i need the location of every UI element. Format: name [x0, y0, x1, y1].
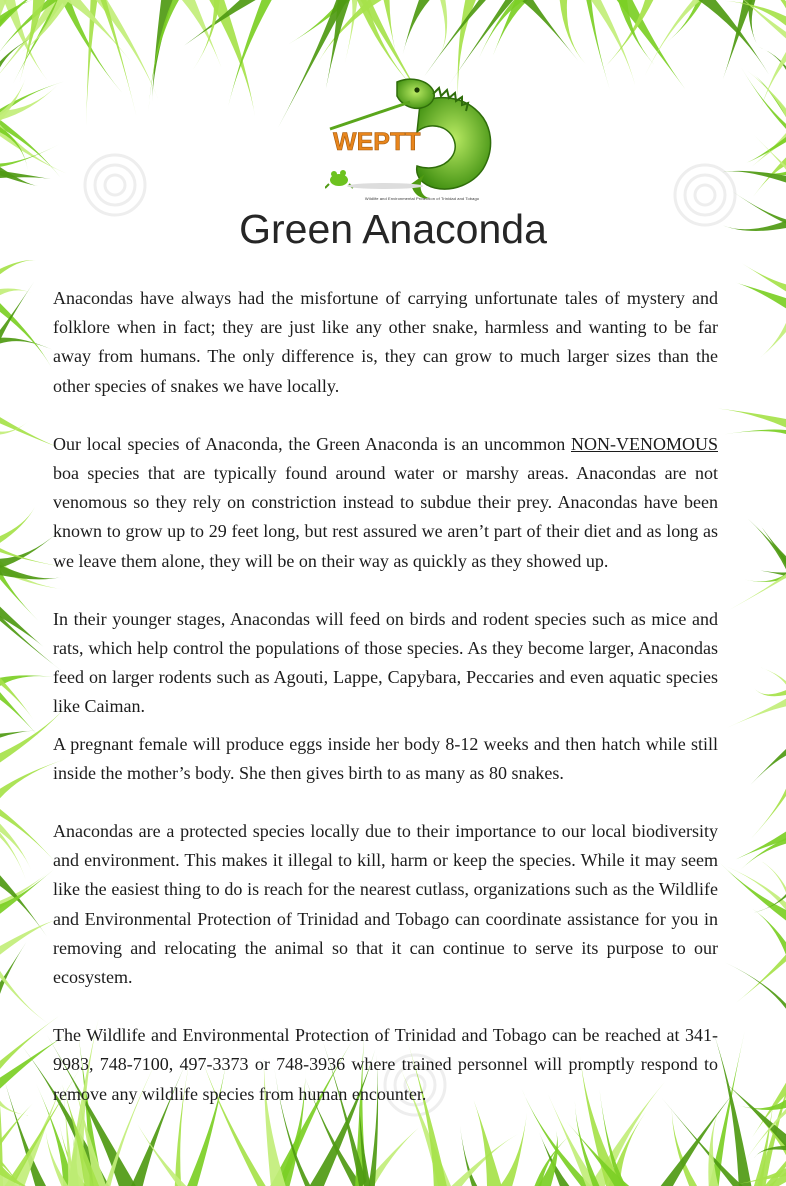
weptt-logo	[325, 74, 505, 204]
logo-wordmark: WEPTT	[333, 128, 421, 156]
text-span: Our local species of Anaconda, the Green Anaconda is an uncommon	[53, 433, 571, 454]
page-title: Green Anaconda	[239, 206, 547, 252]
paragraph-diet: In their younger stages, Anacondas will feed on birds and rodent species such as mice and rats, which help control the populations of those species. As they become larger, Anacondas feed on larger rodents such as Agouti, Lappe, Capybara, Peccaries and even aquatic species like Caiman.	[53, 608, 718, 717]
paragraph-intro: Anacondas have always had the misfortune of carrying unfortunate tales of mystery and folklore when in fact; they are just like any other snake, harmless and wanting to be far away from humans. The only difference is, they can grow to much larger sizes than the other species of snakes we have locally.	[53, 288, 718, 396]
article-body	[53, 284, 718, 1109]
logo-tagline: Wildlife and Environmental Protection of Trinidad and Tobago	[364, 196, 480, 201]
paragraph-reproduction: A pregnant female will produce eggs inside her body 8-12 weeks and then hatch while still inside the mother’s body. She then gives birth to as many as 80 snakes.	[53, 733, 718, 783]
paragraph-protection: Anacondas are a protected species locally due to their importance to our local biodiversity and environment. This makes it illegal to kill, harm or keep the species. While it may seem like the easiest thing to do is reach for the nearest cutlass, organizations such as the Wildlife and Environmental Protection of Trinidad and Tobago can coordinate assistance for you in removing and relocating the animal so that it can continue to serve its purpose to our ecosystem.	[53, 821, 718, 988]
paragraph-species	[53, 430, 718, 576]
paragraph-contact: The Wildlife and Environmental Protection of Trinidad and Tobago can be reached at 341-9983, 748-7100, 497-3373 or 748-3936 where trained personnel will promptly respond to remove any wildlife species from human encounter.	[53, 1025, 718, 1104]
non-venomous-emphasis: NON-VENOMOUS	[571, 433, 718, 454]
text-span: boa species that are typically found around water or marshy areas. Anacondas are not venomous so they rely on constriction instead to subdue their prey. Anacondas have been known to grow up to 29 feet long, but rest assured we aren’t part of their diet and as long as we leave them alone, they will be on their way as quickly as they showed up.	[53, 463, 718, 571]
